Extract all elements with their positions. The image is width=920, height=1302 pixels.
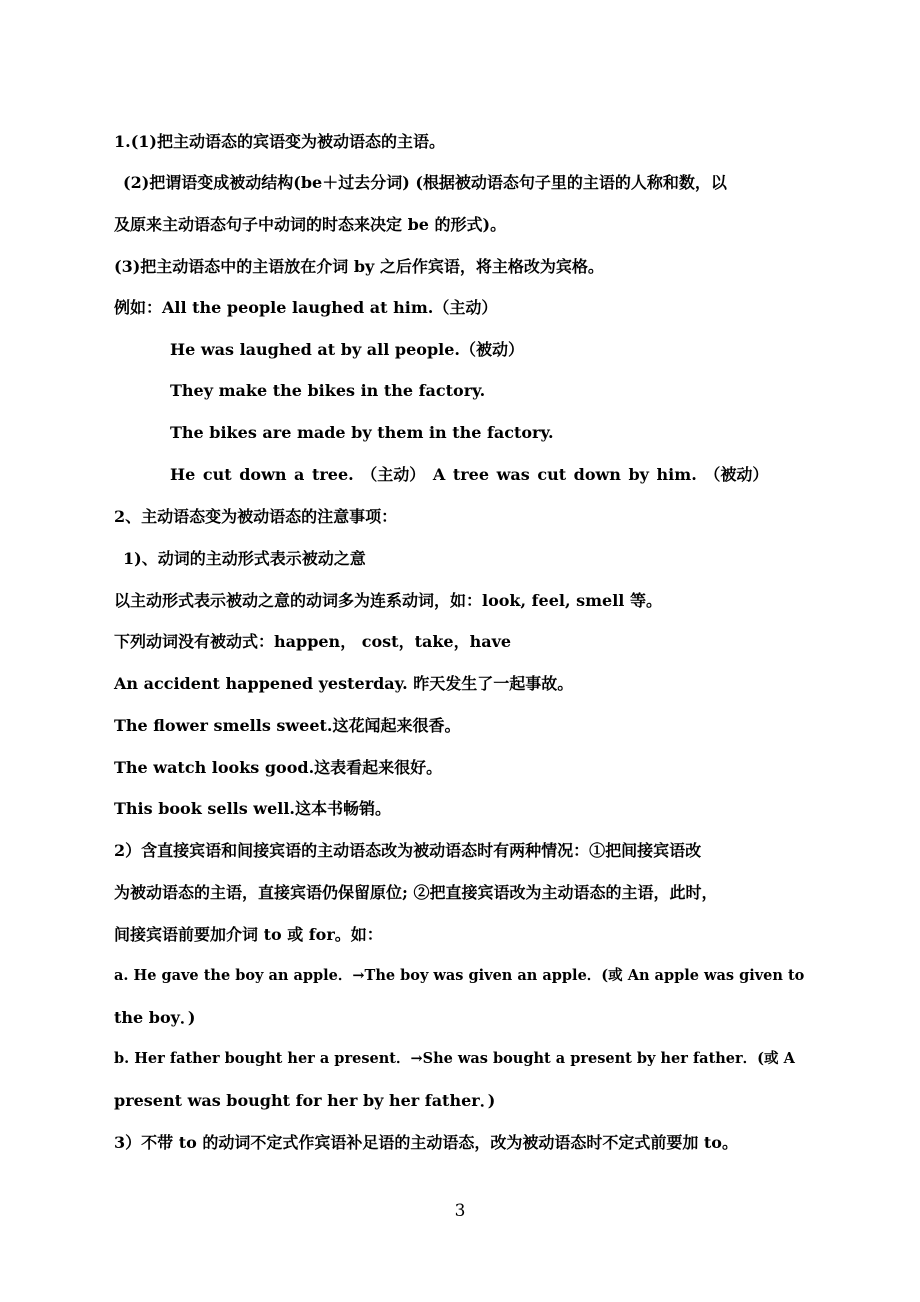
page-number: 3: [454, 1201, 466, 1221]
example-watch: The watch looks good.这表看起来很好。: [114, 758, 443, 777]
subsection-2-line-2: 为被动语态的主语，直接宾语仍保留原位; ②把直接宾语改为主动语态的主语，此时，: [114, 883, 718, 902]
subsection-2-line-3: 间接宾语前要加介词 to 或 for。如：: [114, 925, 383, 944]
example-5: He cut down a tree. （主动） A tree was cut down by him. （被动）: [170, 465, 769, 484]
example-flower: The flower smells sweet.这花闻起来很香。: [114, 716, 461, 735]
example-2: He was laughed at by all people.（被动）: [170, 340, 524, 359]
subsection-2-line-1: 2）含直接宾语和间接宾语的主动语态改为被动语态时有两种情况：①把间接宾语改: [114, 841, 702, 860]
example-3: They make the bikes in the factory.: [170, 381, 486, 400]
example-a-line-1: a. He gave the boy an apple．→The boy was given an apple．(或 An apple was given to: [114, 967, 805, 984]
section-2-heading: 2、主动语态变为被动语态的注意事项：: [114, 507, 398, 526]
example-4: The bikes are made by them in the factory.: [170, 423, 554, 442]
example-b-line-2: present was bought for her by her father．): [114, 1091, 496, 1110]
example-a-line-2: the boy．): [114, 1008, 196, 1027]
subsection-1: 1)、动词的主动形式表示被动之意: [123, 549, 366, 568]
example-b-line-1: b. Her father bought her a present．→She was bought a present by her father．(或 A: [114, 1050, 795, 1067]
no-passive-verbs: 下列动词没有被动式：happen， cost，take，have: [114, 632, 512, 651]
example-1: 例如：All the people laughed at him.（主动）: [114, 298, 498, 317]
rule-1-3: (3)把主动语态中的主语放在介词 by 之后作宾语，将主格改为宾格。: [114, 257, 604, 276]
rule-1-2-cont: 及原来主动语态句子中动词的时态来决定 be 的形式)。: [114, 215, 507, 234]
subsection-3: 3）不带 to 的动词不定式作宾语补足语的主动语态，改为被动语态时不定式前要加 to。: [114, 1133, 738, 1152]
rule-1-2: (2)把谓语变成被动结构(be＋过去分词) (根据被动语态句子里的主语的人称和数，以: [123, 173, 727, 192]
example-book: This book sells well.这本书畅销。: [114, 799, 391, 818]
subsection-1-text: 以主动形式表示被动之意的动词多为连系动词，如：look, feel, smell 等。: [114, 591, 662, 610]
rule-1-1: 1.(1)把主动语态的宾语变为被动语态的主语。: [114, 132, 445, 151]
example-accident: An accident happened yesterday. 昨天发生了一起事故。: [114, 674, 574, 693]
